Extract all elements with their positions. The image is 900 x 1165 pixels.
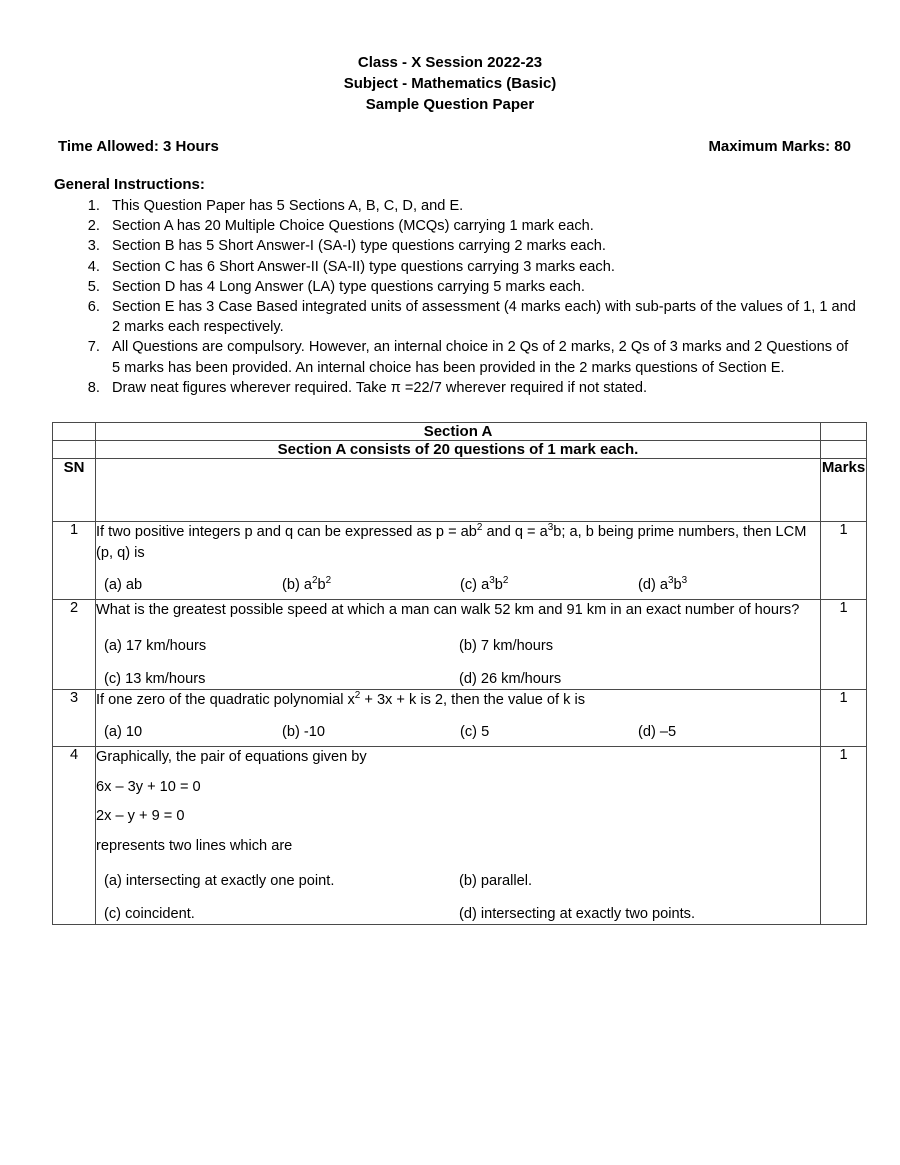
time-allowed-label: Time Allowed: 3 Hours (58, 138, 219, 155)
general-instructions-heading: General Instructions: (54, 176, 205, 193)
column-header-marks: Marks (821, 459, 867, 522)
option-item[interactable]: (a) ab (104, 577, 143, 594)
instruction-item: 8. Draw neat figures wherever required. Take π =22/7 wherever required if not stated. (104, 378, 860, 398)
section-title-spacer-right (821, 423, 867, 441)
option-item[interactable]: (d) $a^3b^3$ (638, 575, 688, 594)
question-extra-line: represents two lines which are (96, 837, 293, 854)
general-instructions-list (0, 196, 900, 398)
option-item[interactable]: (a) intersecting at exactly one point. (104, 873, 335, 890)
instruction-item: 3. Section B has 5 Short Answer-I (SA-I) type questions carrying 2 marks each. (104, 236, 860, 256)
question-number: 4 (53, 747, 96, 925)
option-row (104, 856, 820, 889)
section-subtitle-row (53, 441, 867, 459)
question-stem: What is the greatest possible speed at which a man can walk 52 km and 91 km in an exact number of hours? (96, 602, 800, 619)
option-item[interactable]: (b) 7 km/hours (459, 637, 554, 654)
option-item[interactable]: (b) parallel. (459, 873, 532, 890)
option-item[interactable]: (c) $a^3b^2$ (460, 575, 509, 594)
option-row (104, 889, 820, 922)
option-item[interactable]: (c) 13 km/hours (104, 670, 206, 687)
question-row (53, 689, 867, 747)
question-table-body (53, 423, 867, 925)
option-list (96, 710, 820, 746)
column-header-sn: SN (53, 459, 96, 522)
option-item[interactable]: (d) intersecting at exactly two points. (459, 906, 696, 923)
page-title (0, 0, 900, 115)
section-title-spacer-left (53, 423, 96, 441)
question-content (96, 689, 821, 747)
option-row (104, 654, 820, 687)
maximum-marks-label: Maximum Marks: 80 (708, 138, 851, 155)
question-marks: 1 (821, 689, 867, 747)
column-header-question-blank (96, 459, 821, 522)
question-row (53, 747, 867, 925)
column-header-row (53, 459, 867, 522)
title-line-paper-type: Sample Question Paper (365, 96, 535, 113)
question-extra-line: 6x – 3y + 10 = 0 (96, 778, 201, 795)
question-number: 1 (53, 522, 96, 600)
question-content (96, 522, 821, 600)
question-stem: Graphically, the pair of equations given by (96, 749, 367, 766)
section-title-cell: Section A (96, 423, 821, 441)
section-subtitle-cell: Section A consists of 20 questions of 1 mark each. (96, 441, 821, 459)
option-list (96, 563, 820, 599)
question-number: 3 (53, 689, 96, 747)
question-extra-line: 2x – y + 9 = 0 (96, 808, 185, 825)
question-row (53, 600, 867, 690)
question-row (53, 522, 867, 600)
title-line-class: Class - X Session 2022-23 (357, 54, 543, 71)
question-number: 2 (53, 600, 96, 690)
instruction-item: 1. This Question Paper has 5 Sections A, B, C, D, and E. (104, 196, 860, 216)
section-subtitle-spacer-right (821, 441, 867, 459)
question-stem: If one zero of the quadratic polynomial $x^2 + 3x + k$ is 2, then the value of k is (96, 689, 586, 708)
option-item[interactable]: (d) 26 km/hours (459, 670, 562, 687)
section-title-row (53, 423, 867, 441)
section-a-question-table (52, 422, 867, 925)
question-stem: If two positive integers p and q can be expressed as $p = ab^2$ and $q = a^3b$; a, b being prime numbers, then LCM (p, q) is (96, 522, 807, 561)
section-subtitle-spacer-left (53, 441, 96, 459)
instruction-item: 2. Section A has 20 Multiple Choice Questions (MCQs) carrying 1 mark each. (104, 216, 860, 236)
option-item[interactable]: (a) 10 (104, 724, 143, 741)
question-content (96, 600, 821, 690)
exam-meta-row (0, 115, 900, 155)
option-item[interactable]: (c) 5 (460, 724, 490, 741)
option-item[interactable]: (d) –5 (638, 724, 677, 741)
question-marks: 1 (821, 600, 867, 690)
question-marks: 1 (821, 522, 867, 600)
option-row (104, 621, 820, 654)
question-content (96, 747, 821, 925)
instruction-item: 6. Section E has 3 Case Based integrated units of assessment (4 marks each) with sub-parts of the values of 1, 1 and 2 marks each respectively. (104, 297, 860, 337)
instruction-item: 5. Section D has 4 Long Answer (LA) type questions carrying 5 marks each. (104, 277, 860, 297)
title-line-subject: Subject - Mathematics (Basic) (343, 75, 557, 92)
instruction-item: 7. All Questions are compulsory. However, an internal choice in 2 Qs of 2 marks, 2 Qs of 3 marks and 2 Questions of 5 marks has been provided. An internal choice has been provided in the 2 marks questions of Section E. (104, 337, 860, 377)
option-list (96, 856, 820, 924)
option-list (96, 621, 820, 689)
option-item[interactable]: (b) $a^2b^2$ (282, 575, 332, 594)
option-item[interactable]: (b) -10 (282, 724, 325, 741)
instruction-item: 4. Section C has 6 Short Answer-II (SA-II) type questions carrying 3 marks each. (104, 257, 860, 277)
option-item[interactable]: (a) 17 km/hours (104, 637, 207, 654)
question-marks: 1 (821, 747, 867, 925)
option-item[interactable]: (c) coincident. (104, 906, 195, 923)
